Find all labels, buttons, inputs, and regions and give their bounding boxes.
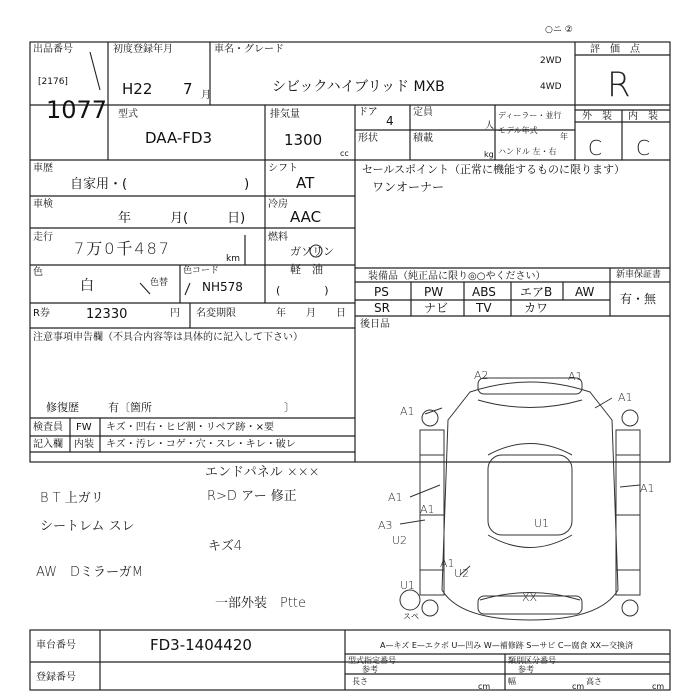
history-value: 自家用・( ) [70, 177, 250, 192]
model-label: 型式 [118, 109, 138, 120]
equipment-label: 装備品（純正品に限り◎○やください） [368, 271, 546, 282]
equip-sr: SR [374, 301, 390, 315]
cc-unit: cc [340, 149, 349, 158]
drive-4wd: 4WD [540, 82, 562, 92]
reg-year: H22 [122, 80, 153, 98]
damage-mark: U1 [400, 579, 416, 592]
color: 白 [80, 278, 94, 294]
repair-value: 有〔箇所 〕 [108, 401, 295, 414]
damage-mark: A1 [440, 557, 455, 570]
year-suffix: 年 [560, 132, 568, 141]
warranty-value: 有・無 [620, 292, 657, 306]
warranty-label: 新車保証書 [616, 270, 662, 280]
displacement-label: 排気量 [270, 109, 300, 120]
equip-airbag: エアB [520, 285, 553, 299]
handwritten-note-2: B T 上ガリ [40, 491, 104, 506]
equip-navi: ナビ [424, 301, 449, 315]
notes-label: 注意事項申告欄（不具合内容等は具体的に記入して下さい） [33, 332, 303, 343]
reg-label: 登録番号 [36, 672, 76, 683]
spare-label: スペ [403, 612, 419, 621]
shift: AT [296, 174, 315, 192]
damage-mark: U1 [534, 517, 550, 530]
inspector-row2-head: 内装 [74, 439, 94, 450]
fuel-diesel: 軽 油 [290, 263, 323, 276]
handwritten-note-5: キズ4 [208, 539, 243, 554]
damage-mark: XX [522, 591, 538, 604]
chassis-label: 車台番号 [36, 640, 76, 651]
equip-ps: PS [374, 285, 389, 299]
handwritten-note-1: エンドパネル ××× [205, 465, 320, 480]
history-label: 車歴 [33, 163, 53, 174]
sales-point: ワンオーナー [372, 180, 445, 194]
equip-pw: PW [424, 285, 444, 299]
yen-unit: 円 [170, 308, 180, 319]
equip-abs: ABS [472, 285, 496, 299]
inspector-row1-items: キズ・凹右・ヒビ割・リペア跡・×要 [106, 422, 274, 433]
inspector-label-2: 記入欄 [33, 439, 63, 450]
shape-label: 形状 [358, 133, 378, 144]
handwritten-note-6: AW DミラーガM [36, 565, 144, 580]
name-change-value: 年 月 日 [276, 308, 346, 319]
chassis: FD3-1404420 [150, 636, 252, 654]
auction-code: [2176] [38, 77, 68, 87]
fuel-other: ( ) [276, 284, 329, 297]
dim-cm-1: cm [478, 682, 491, 691]
damage-mark: A1 [568, 370, 583, 383]
ref-label-2: 参考 [518, 665, 534, 674]
damage-mark: A1 [388, 491, 403, 504]
handle-label: ハンドル 左・右 [498, 147, 557, 156]
inspector-row2-items: キズ・汚レ・コゲ・穴・スレ・キレ・破レ [106, 439, 296, 450]
fuel-label: 燃料 [268, 232, 288, 243]
first-reg-label: 初度登録年月 [113, 44, 173, 55]
model-year-label: モデル年式 [498, 126, 538, 135]
reg-month: 7 [183, 80, 193, 98]
km-unit: km [226, 254, 240, 264]
model: DAA-FD3 [145, 129, 213, 147]
lot-no-label: 出品番号 [33, 44, 73, 55]
legend: A—キズ E—エクボ U—凹み W—補修跡 S—サビ C—腐食 XX—交換済 [380, 641, 634, 650]
inspection-value: 年 月( 日) [118, 211, 246, 226]
color-label: 色 [33, 267, 43, 278]
equip-aw: AW [575, 285, 595, 299]
car-label: 車名・グレード [214, 44, 284, 55]
grade-label: 評 価 点 [590, 44, 640, 55]
inspection-label: 車検 [33, 199, 53, 210]
dim-cm-3: cm [652, 682, 665, 691]
exterior-score: C [588, 136, 602, 160]
repair-label: 修復歴 [46, 401, 79, 414]
equip-tv: TV [476, 301, 492, 315]
fuel-gasoline: ガソリン [290, 245, 334, 258]
damage-mark: A1 [400, 405, 415, 418]
color-code: NH578 [202, 280, 243, 294]
dim-cm-2: cm [572, 682, 585, 691]
handwritten-note-7: 一部外装 Ptte [215, 596, 307, 611]
sales-label: セールスポイント（正常に機能するものに限ります） [362, 163, 626, 176]
shift-label: シフト [268, 163, 298, 174]
car-diagram [400, 378, 640, 620]
rear-label: 後日品 [360, 319, 390, 330]
ref-label: 参考 [362, 665, 378, 674]
mileage-label: 走行 [33, 232, 53, 243]
inspector-label-1: 検査員 [33, 422, 63, 433]
damage-mark: U2 [392, 534, 408, 547]
damage-mark: A3 [378, 519, 393, 532]
recycle-value: 12330 [86, 307, 128, 322]
color-no-label: 色替 [150, 278, 169, 288]
person-unit: 人 [485, 121, 495, 131]
load-label: 積載 [413, 133, 433, 144]
damage-mark: U2 [454, 567, 470, 580]
interior-score: C [636, 136, 650, 160]
dim-length: 長さ [352, 677, 368, 686]
damage-mark: A1 [640, 482, 655, 495]
kg-unit: kg [484, 150, 494, 159]
ac-label: 冷房 [268, 199, 288, 210]
grade-score: R [607, 65, 631, 105]
handwritten-note-4: シートレム スレ [40, 519, 135, 534]
equip-leather: カワ [524, 301, 549, 315]
damage-mark: A1 [420, 503, 435, 516]
damage-mark: A1 [618, 391, 633, 404]
capacity-label: 定員 [413, 107, 433, 118]
car-name: シビックハイブリッド MXB [272, 79, 445, 95]
recycle-label: R券 [33, 308, 50, 319]
lot-no: 1077 [46, 96, 108, 124]
reg-month-suffix: 月 [201, 90, 211, 101]
ac: AAC [290, 208, 322, 226]
doors: 4 [386, 114, 394, 128]
door-label: ドア [358, 107, 378, 118]
name-change-label: 名変期限 [196, 308, 236, 319]
mileage: 7万0千487 [74, 239, 171, 258]
displacement: 1300 [284, 131, 323, 149]
category-label: 類別区分番号 [508, 656, 556, 665]
damage-mark: A2 [474, 369, 489, 382]
exterior-label: 外 装 [582, 111, 612, 122]
dim-width: 幅 [508, 677, 516, 686]
drive-2wd: 2WD [540, 56, 562, 66]
interior-label: 内 装 [628, 111, 658, 122]
handwritten-note-3: R>D アー 修正 [207, 489, 297, 504]
dim-height: 高さ [586, 677, 602, 686]
type-label: 型式指定番号 [348, 656, 396, 665]
top-right-marks: ○ニ ② [545, 25, 573, 35]
color-code-label: 色コード [183, 266, 220, 276]
inspector-row1-head: FW [76, 422, 92, 433]
dealer-label: ディーラー・並行 [498, 111, 562, 120]
